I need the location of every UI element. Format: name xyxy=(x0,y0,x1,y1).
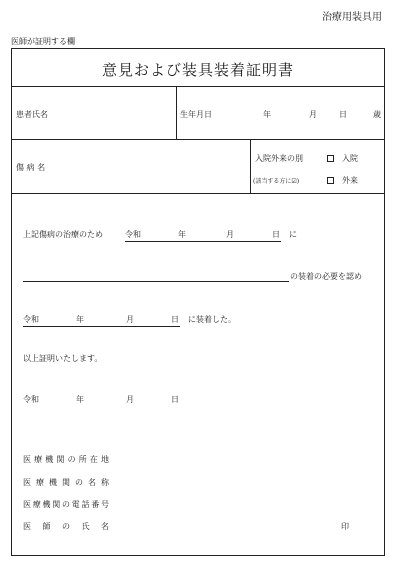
treatment-month-unit: 月 xyxy=(226,230,234,239)
checkbox[interactable] xyxy=(327,177,334,184)
seal-mark: 印 xyxy=(341,522,349,531)
treatment-prefix: 上記傷病の治療のため xyxy=(23,230,103,239)
patient-name-label: 患者氏名 xyxy=(16,110,48,119)
particle-ni: に xyxy=(289,230,297,239)
option-outpatient[interactable] xyxy=(327,175,358,186)
certificate-form xyxy=(11,48,385,556)
dob-label: 生年月日 xyxy=(180,110,212,119)
doctor-name-label xyxy=(23,521,109,532)
care-type-note: (該当する方に☑) xyxy=(253,178,300,185)
dob-day-unit: 日 xyxy=(339,110,347,119)
fitted-year-unit: 年 xyxy=(76,315,84,324)
label-text: 医療機関の電話番号 xyxy=(23,500,109,509)
dob-year-unit: 年 xyxy=(263,110,271,119)
option-label: 外来 xyxy=(342,176,358,185)
institution-phone-label xyxy=(23,499,109,510)
option-inpatient[interactable] xyxy=(327,153,358,164)
option-label: 入院 xyxy=(342,154,358,163)
divider xyxy=(12,139,384,140)
section-label: 医師が証明する欄 xyxy=(11,37,75,46)
treatment-date-field[interactable] xyxy=(125,241,281,242)
fitted-era: 令和 xyxy=(23,315,39,324)
divider xyxy=(12,193,384,194)
treatment-year-unit: 年 xyxy=(178,230,186,239)
divider xyxy=(176,86,177,139)
age-unit: 歳 xyxy=(373,110,381,119)
cert-day-unit: 日 xyxy=(171,395,179,404)
label-text: 医師の氏名 xyxy=(23,522,109,531)
certify-text: 以上証明いたします。 xyxy=(23,354,103,363)
necessity-text: の装着の必要を認め xyxy=(290,272,362,281)
form-category-label: 治療用装具用 xyxy=(322,12,382,23)
label-text: 医療機関の名称 xyxy=(23,478,109,487)
treatment-era: 令和 xyxy=(125,230,141,239)
fitted-month-unit: 月 xyxy=(126,315,134,324)
dob-month-unit: 月 xyxy=(309,110,317,119)
cert-year-unit: 年 xyxy=(76,395,84,404)
cert-month-unit: 月 xyxy=(126,395,134,404)
diagnosis-label: 傷 病 名 xyxy=(16,163,46,172)
treatment-day-unit: 日 xyxy=(272,230,280,239)
label-text: 医療機関の所在地 xyxy=(23,455,109,464)
checkbox[interactable] xyxy=(327,155,334,162)
institution-address-label xyxy=(23,454,109,465)
form-title: 意見および装具装着証明書 xyxy=(101,61,294,79)
fitted-suffix: に装着した。 xyxy=(188,315,236,324)
fitted-day-unit: 日 xyxy=(171,315,179,324)
device-name-field[interactable] xyxy=(23,281,289,282)
institution-name-label xyxy=(23,477,109,488)
divider xyxy=(250,139,251,193)
cert-era: 令和 xyxy=(23,395,39,404)
fitted-date-field[interactable] xyxy=(23,326,180,327)
care-type-label: 入院外来の別 xyxy=(255,154,303,163)
divider xyxy=(12,86,384,87)
